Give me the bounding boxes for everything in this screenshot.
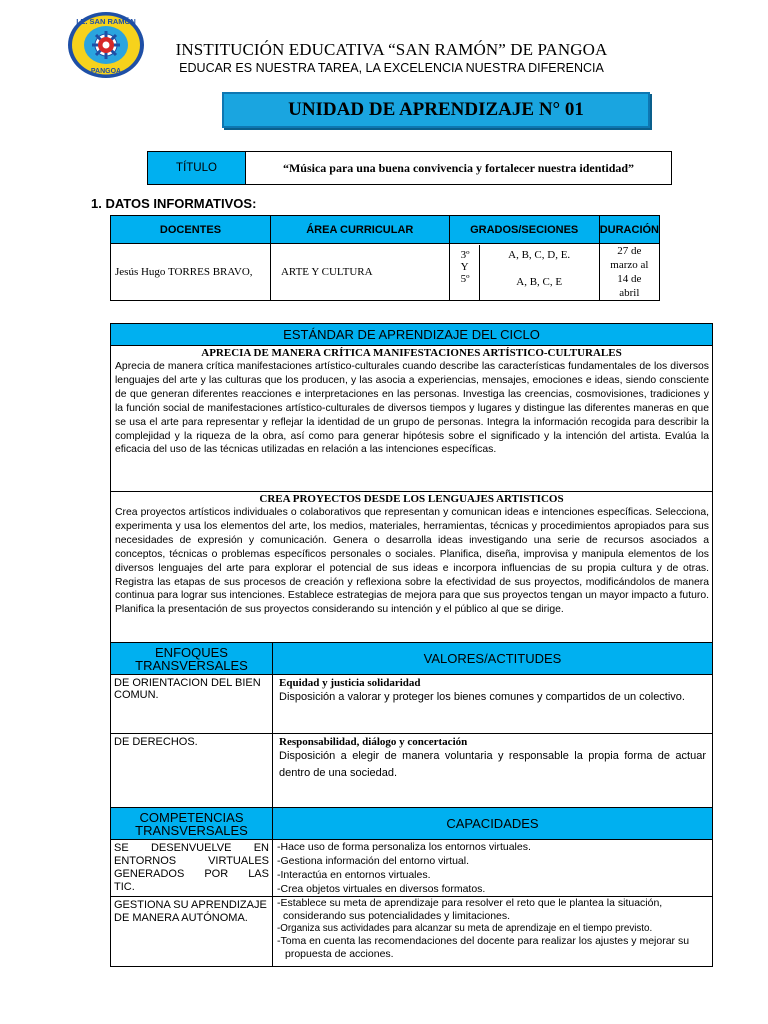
valor-bien-comun-title: Equidad y justicia solidaridad xyxy=(279,677,421,689)
grados-cell xyxy=(449,244,599,301)
competencias-header: COMPETENCIAS TRANSVERSALES xyxy=(111,808,273,840)
docente-cell: Jesús Hugo TORRES BRAVO, xyxy=(111,244,271,301)
title-table xyxy=(147,151,672,185)
competencia-tic: SE DESENVUELVE EN ENTORNOS VIRTUALES GENERADOS POR LAS TIC. xyxy=(111,840,273,897)
competencia-aprecia-text: Aprecia de manera crítica manifestaciones artístico-culturales cuando describe las características fundamentales de los diversos lenguajes del arte y las culturas que los producen, y las asocia a experiencias, mensajes, emociones e ideas, siendo consciente de que generan diferentes reacciones e interpretaciones en las personas. Investiga las creencias, cosmovisiones, tradiciones y la función social de manifestaciones artístico-culturales de diversos tiempos y lugares y distingue las diferentes maneras en que se usa el arte para representar y reflejar la identidad de un grupo de personas. Integra la información recogida para describir la complejidad y la riqueza de la obra, así como para generar hipótesis sobre el significado y la intención del artista. Evalúa la eficacia del uso de las técnicas utilizadas en relación a las intenciones específicas. xyxy=(115,361,709,456)
enfoque-derechos: DE DERECHOS. xyxy=(111,734,273,808)
unit-title: UNIDAD DE APRENDIZAJE N° 01 xyxy=(288,99,584,120)
datos-table xyxy=(110,215,660,301)
competencia-aprecia-title: APRECIA DE MANERA CRÍTICA MANIFESTACIONES ARTÍSTICO-CULTURALES xyxy=(201,347,622,359)
capacidad-item: -Hace uso de forma personaliza los entornos virtuales. xyxy=(277,841,531,853)
valor-bien-comun-text: Disposición a valorar y proteger los bienes comunes y compartidos de un colectivo. xyxy=(279,691,685,703)
competencia-crea-text: Crea proyectos artísticos individuales o colaborativos que representan y comunican ideas e intenciones específicas. Selecciona, experimenta y usa los elementos del arte, los medios, materiales, herramientas, técnicas y procedimientos apropiados para sus necesidades de expresión y comunicación. Genera o desarrolla ideas investigando una serie de recursos asociados a conceptos, técnicas o problemas específicos personales o sociales. Planifica, diseña, improvisa y manipula elementos de los diversos lenguajes del arte para explorar el potencial de sus ideas e incorpora influencias de su propia cultura y de otras. Registra las etapas de sus procesos de creación y reflexiona sobre la efectividad de sus proyectos, modificándolos de manera continua para lograr sus intenciones. Establece estrategias de mejora para que sus proyectos tengan un mayor impacto a futuro. Planifica la presentación de sus proyectos considerando su intención y el público al que se dirige. xyxy=(115,507,709,616)
capacidad-item: -Organiza sus actividades para alcanzar su meta de aprendizaje en el tiempo previsto. xyxy=(277,923,653,934)
header-docentes: DOCENTES xyxy=(111,216,271,244)
capacidades-autonoma-cell xyxy=(273,897,713,967)
valor-derechos-title: Responsabilidad, diálogo y concertación xyxy=(279,736,468,748)
competencia-crea-title: CREA PROYECTOS DESDE LOS LENGUAJES ARTISTICOS xyxy=(259,493,564,505)
competencia-crea-cell xyxy=(111,492,713,643)
capacidades-tic-cell xyxy=(273,840,713,897)
enfoque-bien-comun: DE ORIENTACION DEL BIEN COMUN. xyxy=(111,675,273,734)
header-duracion: DURACIÓN xyxy=(599,216,659,244)
enfoques-header: ENFOQUES TRANSVERSALES xyxy=(111,643,273,675)
header-area: ÁREA CURRICULAR xyxy=(270,216,449,244)
valor-derechos-cell xyxy=(273,734,713,808)
capacidad-item: -Toma en cuenta las recomendaciones del docente para realizar los ajustes y mejorar su propuesta de acciones. xyxy=(277,935,690,960)
valor-derechos-text: Disposición a elegir de manera voluntaria y responsable la propia forma de actuar dentro de una sociedad. xyxy=(279,750,706,779)
title-value: “Música para una buena convivencia y fortalecer nuestra identidad” xyxy=(246,152,672,185)
grados-value: 3º Y 5º xyxy=(450,245,480,300)
estandar-header: ESTÁNDAR DE APRENDIZAJE DEL CICLO xyxy=(111,324,713,346)
competencia-autonoma: GESTIONA SU APRENDIZAJE DE MANERA AUTÓNOMA. xyxy=(111,897,273,967)
header-grados: GRADOS/SECIONES xyxy=(449,216,599,244)
valores-header: VALORES/ACTITUDES xyxy=(273,643,713,675)
capacidad-item: -Crea objetos virtuales en diversos formatos. xyxy=(277,883,486,895)
unit-title-banner xyxy=(222,92,650,128)
secciones-3: A, B, C, D, E. xyxy=(508,248,571,261)
institution-motto: EDUCAR ES NUESTRA TAREA, LA EXCELENCIA NUESTRA DIFERENCIA xyxy=(179,61,604,75)
title-label: TÍTULO xyxy=(148,152,246,185)
capacidad-item: -Gestiona información del entorno virtual. xyxy=(277,855,470,867)
secciones-5: A, B, C, E xyxy=(516,275,563,288)
logo-bottom-text: PANGOA xyxy=(90,68,122,75)
capacidad-item: -Establece su meta de aprendizaje para resolver el reto que le plantea la situación, considerando sus potencialidades y limitaciones. xyxy=(277,897,663,922)
area-cell: ARTE Y CULTURA xyxy=(270,244,449,301)
institution-name: INSTITUCIÓN EDUCATIVA “SAN RAMÓN” DE PANGOA xyxy=(175,40,608,59)
duracion-cell: 27 de marzo al 14 de abril xyxy=(599,244,659,301)
competencia-aprecia-cell xyxy=(111,346,713,492)
capacidad-item: -Interactúa en entornos virtuales. xyxy=(277,869,431,881)
section-datos-title: 1. DATOS INFORMATIVOS: xyxy=(91,196,257,211)
valor-bien-comun-cell xyxy=(273,675,713,734)
logo-top-text: I.E. SAN RAMÓN xyxy=(76,17,136,26)
main-table xyxy=(110,323,713,967)
capacidades-header: CAPACIDADES xyxy=(273,808,713,840)
